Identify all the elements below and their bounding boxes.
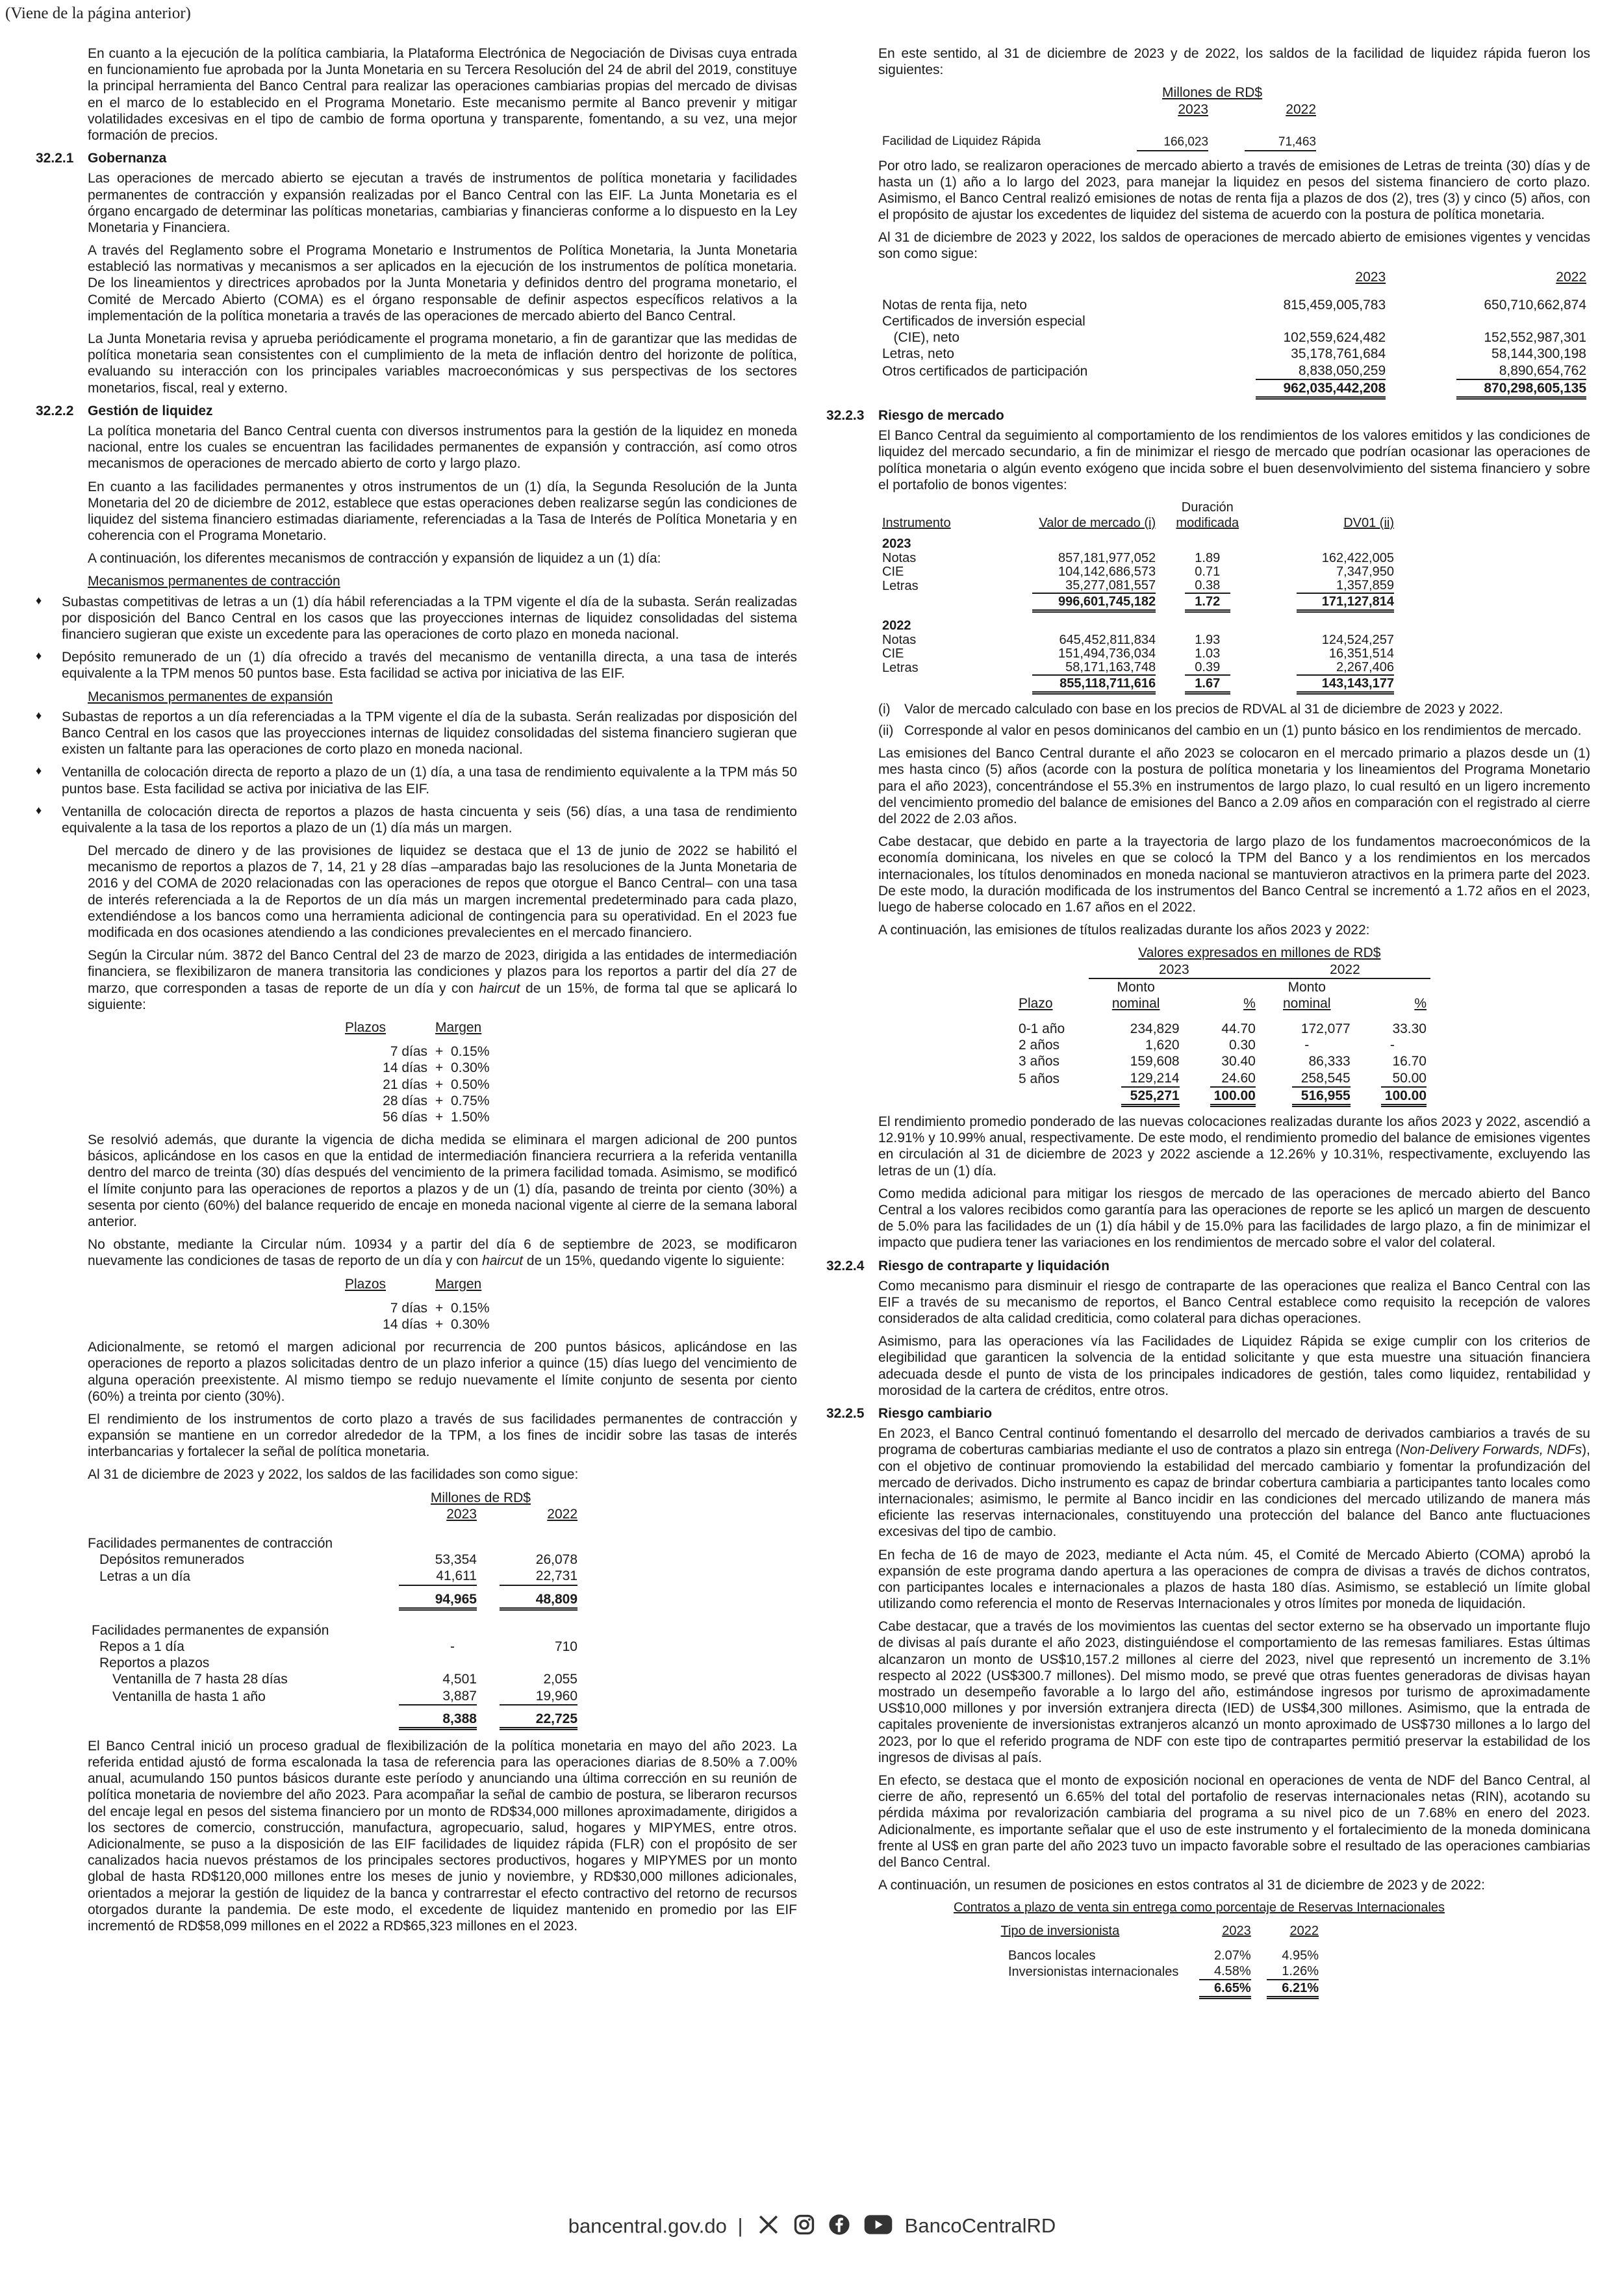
section-32-2-4-heading [826, 1258, 1590, 1274]
table-row: 56 días + 1.50% [383, 1109, 490, 1125]
table-row: Reportos a plazos [99, 1655, 210, 1671]
section-title: Riesgo cambiario [878, 1406, 993, 1422]
paragraph: En 2023, el Banco Central continuó fomentando el desarrollo del mercado de derivados cambiarios a través de su programa de coberturas cambiarias mediante el uso de contratos a plazo sin entrega (Non-Delivery Forwards, NDFs), con el objetivo de continuar promoviendo la estabilidad del mercado cambiario y fomentar la profundización del mercado de derivados. Dicho instrumento es capaz de brindar cobertura cambiaria a participantes tanto locales como internacionales; asimismo, le permite al Banco incidir en las condiciones del mercado utilizando de manera más eficiente las reservas internacionales, constituyendo una protección del balance del Banco ante fluctuaciones excesivas del tipo de cambio. [878, 1426, 1590, 1540]
paragraph: La Junta Monetaria revisa y aprueba periódicamente el programa monetario, a fin de garantizar que las medidas de política monetaria sean consistentes con el cumplimiento de la meta de inflación dentro del horizonte de política, evaluando su interacción con los principales variables macroeconómicas y sus perspectivas de los sectores monetarios, fiscal, real y externo. [88, 331, 797, 396]
right-column [826, 45, 1590, 1999]
left-column [36, 45, 797, 1941]
market-risk-table: Duración Instrumento Valor de mercado (i) modificada DV01 (ii) 2023 Notas 857,181,977,052 1.89 162,422,005 CIE 104,142,686,573 0.71 7,347,950 Letras 35,277,081,557 0.38 1,357,859 996,601,745,182 1.72 171,127,814 2022 Notas 645,452,811,834 1.93 124,524,257 CIE 151,494,736,034 1.03 16,351,514 Letras 58,171,163,748 0.39 2,267,406 855,118,711,616 1.67 143,143,177 [878, 500, 1398, 695]
table-total-row: 996,601,745,182 1.72 171,127,814 [878, 594, 1398, 613]
section-32-2-3-heading [826, 407, 1590, 424]
ndf-positions-table: Contratos a plazo de venta sin entrega como porcentaje de Reservas Internacionales Tipo de inversionista 2023 2022 Bancos locales 2.07% 4.95% Inversionistas internacionales 4.58% 1.26% 6.65% 6.21% [950, 1900, 1449, 1999]
table-row: Otros certificados de participación 8,838,050,259 8,890,654,762 [878, 363, 1590, 380]
facebook-icon[interactable] [828, 2214, 850, 2241]
table-row: Letras, neto 35,178,761,684 58,144,300,198 [882, 346, 1586, 362]
paragraph: La política monetaria del Banco Central cuenta con diversos instrumentos para la gestión de la liquidez en moneda nacional, entre los cuales se encuentran las facilidades permanentes de expansión y contracción, así como otros mecanismos de operaciones de mercado abierto de corto y largo plazo. [88, 423, 797, 472]
table-total-row: 6.65% 6.21% [950, 1980, 1449, 1999]
paragraph: Según la Circular núm. 3872 del Banco Central del 23 de marzo de 2023, dirigida a las entidades de intermediación financiera, se flexibilizaron de manera transitoria las condiciones y plazos para los reportos a partir del día 27 de marzo, que corresponden a tasas de reporte de un día y con haircut de un 15%, de forma tal que se aplicará lo siguiente: [88, 948, 798, 1012]
section-32-2-5-heading [826, 1405, 1590, 1422]
table-total-row: 855,118,711,616 1.67 143,143,177 [878, 676, 1398, 695]
section-title: Riesgo de mercado [878, 407, 1004, 423]
expansion-list [36, 709, 797, 836]
quick-liquidity-table: Millones de RD$ 2023 2022 Facilidad de Liquidez Rápida 166,023 71,463 [878, 84, 1320, 151]
paragraph: El Banco Central da seguimiento al comportamiento de los rendimientos de los valores emitidos y las condiciones de liquidez del mercado secundario, a fin de minimizar el riesgo de mercado que podrían ocasionar las operaciones de política monetaria o algún evento exógeno que incida sobre el buen desenvolvimiento del sistema financiero y sobre el portafolio de bonos vigentes: [878, 428, 1590, 492]
paragraph: No obstante, mediante la Circular núm. 10934 y a partir del día 6 de septiembre de 2023, se modificaron nuevamente las condiciones de tasas de reporto de un día y con haircut de un 15%, quedando vigente lo siguiente: [88, 1237, 797, 1269]
paragraph: El rendimiento promedio ponderado de las nuevas colocaciones realizadas durante los años 2023 y 2022, ascendió a 12.91% y 10.99% anual, respectivamente. De este modo, el rendimiento promedio del balance de emisiones vigentes en circulación al 31 de diciembre de 2023 y 2022 asciende a 12.26% y 10.31%, respectivamente, excluyendo las letras de un (1) día. [878, 1114, 1590, 1179]
paragraph: A continuación, un resumen de posiciones en estos contratos al 31 de diciembre de 2023 y de 2022: [878, 1878, 1485, 1893]
table-row: Repos a 1 día - 710 [99, 1639, 577, 1654]
footnote-ii: (ii) Corresponde al valor en pesos dominicanos del cambio en un (1) punto básico en los rendimientos de mercado. [878, 723, 1582, 739]
table-total-row: 525,271 100.00 516,955 100.00 [1015, 1088, 1430, 1107]
paragraph: A continuación, las emisiones de títulos realizadas durante los años 2023 y 2022: [878, 923, 1370, 938]
section-number: 32.2.1 [36, 151, 74, 166]
contraction-subheading: Mecanismos permanentes de contracción [88, 574, 340, 589]
table-row: Letras 35,277,081,557 0.38 1,357,859 [882, 578, 1394, 593]
footnote-i: (i) Valor de mercado calculado con base en los precios de RDVAL al 31 de diciembre de 2023 y 2022. [878, 701, 1503, 717]
social-handle[interactable]: BancoCentralRD [904, 2214, 1056, 2238]
paragraph: Del mercado de dinero y de las provisiones de liquidez se destaca que el 13 de junio de 2022 se habilitó el mecanismo de reportos a plazos de 7, 14, 21 y 28 días –amparadas bajo las resoluciones de la Junta Monetaria de 2016 y del COMA de 2020 relacionadas con las operaciones de repos que otorgue el Banco Central– con una tasa de interés referenciada a la de Reportos de un día más un margen incremental predeterminado para cada plazo, extendiéndose a los bancos como una herramienta adicional de contingencia para su operatividad. En el 2023 fue modificada en dos ocasiones atendiendo a las condiciones prevalecientes en el mercado financiero. [88, 843, 797, 940]
table-total-row: 94,965 48,809 [88, 1591, 581, 1611]
table-row: Notas 645,452,811,834 1.93 124,524,257 [882, 632, 1394, 647]
instagram-icon[interactable] [793, 2214, 815, 2241]
paragraph: Las operaciones de mercado abierto se ejecutan a través de instrumentos de política monetaria y facilidades permanentes de contracción y expansión realizadas por el Banco Central con las EIF. La Junta Monetaria es el órgano encargado de determinar las políticas monetarias, cambiarias y financieras conforme a lo dispuesto en la Ley Monetaria y Financiera. [88, 171, 797, 235]
website-link[interactable]: bancentral.gov.do [568, 2214, 727, 2238]
paragraph: A través del Reglamento sobre el Programa Monetario e Instrumentos de Política Monetaria, la Junta Monetaria estableció las normativas y mecanismos a ser aplicados en la ejecución de los instrumentos de política monetaria. De los lineamientos y directrices aprobados por la Junta Monetaria y definidos dentro del programa monetario, el Comité de Mercado Abierto (COMA) es el órgano responsable de definir aspectos específicos relativos a la implementación de la política monetaria a través de las operaciones de mercado abierto del Banco Central. [88, 243, 797, 324]
section-number: 32.2.5 [826, 1406, 865, 1422]
list-item: ♦ Ventanilla de colocación directa de reportos a plazos de hasta cincuenta y seis (56) días, a una tasa de rendimiento equivalente a la tasa de los reportos a plazo de un (1) día más un margen. [36, 804, 797, 836]
table-row: Letras 58,171,163,748 0.39 2,267,406 [882, 659, 1394, 675]
table-row: 7 días + 0.15% [390, 1044, 490, 1060]
paragraph: El rendimiento de los instrumentos de corto plazo a través de sus facilidades permanentes de contracción y expansión se mantiene en un corredor alrededor de la TPM, a los fines de incidir sobre las tasas de interés interbancarias y fortalecer la señal de política monetaria. [88, 1411, 797, 1460]
table-row: 3 años 159,608 30.40 86,333 16.70 [1019, 1054, 1427, 1069]
paragraph: Asimismo, para las operaciones vía las Facilidades de Liquidez Rápida se exige cumplir con los criterios de elegibilidad que garanticen la solvencia de la entidad solicitante y que esta muestre una situación financiera adecuada desde el punto de vista de los principales indicadores de gestión, tales como liquidez, rentabilidad y morosidad de la cartera de créditos, entre otros. [878, 1334, 1590, 1398]
expansion-subheading: Mecanismos permanentes de expansión [88, 689, 333, 704]
table-row: Inversionistas internacionales 4.58% 1.26% [1008, 1964, 1319, 1980]
table-row: Letras a un día 41,611 22,731 [88, 1568, 581, 1585]
open-market-balances-table: 2023 2022 Notas de renta fija, neto 815,459,005,783 650,710,662,874 Certificados de inversión especial (CIE), neto 102,559,624,482 152,552,987,301 Letras, neto 35,178,761,684 58,144,300,198 Otros certificados de participación 8,838,050,259 8,890,654,762 962,035,442,208 870,298,605,135 [878, 269, 1590, 400]
table-row: Bancos locales 2.07% 4.95% [1008, 1948, 1319, 1963]
paragraph: Como medida adicional para mitigar los riesgos de mercado de las operaciones de mercado abierto del Banco Central a los valores recibidos como garantía para las operaciones de reporte se les aplicó un margen de descuento de 5.0% para las facilidades de un (1) día hábil y de 15.0% para las facilidades de largo plazo, a fin de minimizar el impacto que pudiera tener las variaciones en los rendimientos de mercado sobre el valor del colateral. [878, 1186, 1590, 1251]
paragraph: Por otro lado, se realizaron operaciones de mercado abierto a través de emisiones de Letras de treinta (30) días y de hasta un (1) año a lo largo del 2023, para manejar la liquidez en pesos del sistema financiero de corto plazo. Asimismo, el Banco Central realizó emisiones de notas de renta fija a plazos de dos (2), tres (3) y cinco (5) años, con el propósito de ajustar los excedentes de liquidez del sistema de acuerdo con la postura de política monetaria. [878, 158, 1590, 223]
paragraph: En este sentido, al 31 de diciembre de 2023 y de 2022, los saldos de la facilidad de liquidez rápida fueron los siguientes: [878, 46, 1590, 78]
paragraph: Como mecanismo para disminuir el riesgo de contraparte de las operaciones que realiza el Banco Central con las EIF a través de su mecanismo de reportos, el Banco Central establece como requisito la recepción de valores considerados de alta calidad crediticia, como colateral para dichas operaciones. [878, 1278, 1590, 1327]
table-row: 2 años 1,620 0.30 - - [1019, 1038, 1395, 1053]
table-row: 28 días + 0.75% [383, 1093, 490, 1108]
paragraph: Cabe destacar, que a través de los movimientos las cuentas del sector externo se ha observado un importante flujo de divisas al país durante el año 2023, distinguiéndose el comportamiento de las remesas familiares. Estas últimas alcanzaron un monto de US$10,157.2 millones al cierre del 2023, nivel que representó un incremento de 3.1% respecto al 2022 (US$300.7 millones). Del mismo modo, se prevé que otras fuentes generadoras de divisas hayan mostrado un desempeño favorable a lo largo del año, estimándose ingresos por turismo de aproximadamente US$10,000 millones y por inversión extranjera directa (IED) de US$4,300 millones. Asimismo, que la entrada de capitales proveniente de inversionistas extranjeros alcanzó un monto aproximado de US$730 millones a lo largo del 2023, por lo que el referido programa de NDF con este tipo de contrapartes permitió preservar la estabilidad de los ingresos de divisas al país. [878, 1619, 1590, 1765]
table-row: Ventanilla de 7 hasta 28 días 4,501 2,055 [112, 1672, 577, 1687]
margin-table-september: Plazos Margen 7 días + 0.15% 14 días + 0.30% [341, 1276, 494, 1333]
table-row: (CIE), neto 102,559,624,482 152,552,987,301 [882, 330, 1586, 346]
paragraph: En cuanto a las facilidades permanentes y otros instrumentos de un (1) día, la Segunda Resolución de la Junta Monetaria del 20 de diciembre de 2012, establece que estas operaciones deben realizarse según las condiciones de liquidez del sistema financiero estimadas diariamente, referenciadas a la Tasa de Interés de Política Monetaria y en coherencia con el Programa Monetario. [88, 479, 797, 544]
table-row: 5 años 129,214 24.60 258,545 50.00 [1015, 1070, 1430, 1088]
paragraph: Al 31 de diciembre de 2023 y 2022, los saldos de las facilidades son como sigue: [88, 1467, 579, 1483]
paragraph: A continuación, los diferentes mecanismos de contracción y expansión de liquidez a un (1) día: [88, 551, 661, 567]
page-header-continued: (Viene de la página anterior) [5, 5, 191, 22]
table-row: Notas 857,181,977,052 1.89 162,422,005 [882, 550, 1394, 565]
contraction-list [36, 594, 797, 682]
table-row: 7 días + 0.15% [390, 1300, 490, 1316]
facilities-balance-table: Millones de RD$ 2023 2022 Facilidades permanentes de contracción Depósitos remunerados 53,354 26,078 Letras a un día 41,611 22,731 94,965 48,809 Facilidades permanentes de expansión Repos a 1 día - 710 Reportos a plazos Ventanilla de 7 hasta 28 días 4,501 2,055 Ventanilla de hasta 1 año 3,887 19,960 8,388 22,725 [88, 1490, 581, 1730]
section-number: 32.2.4 [826, 1258, 865, 1273]
youtube-icon[interactable] [864, 2214, 893, 2241]
table-row: 21 días + 0.50% [383, 1077, 490, 1092]
table-row: Ventanilla de hasta 1 año 3,887 19,960 [88, 1688, 581, 1706]
section-title: Gestión de liquidez [88, 403, 213, 418]
paragraph: En fecha de 16 de mayo de 2023, mediante el Acta núm. 45, el Comité de Mercado Abierto (COMA) aprobó la expansión de este programa dando apertura a las operaciones de compra de divisas a través de dichos contratos, con participantes locales e internacionales a plazos de hasta 180 días. Asimismo, se estableció un límite global utilizando como referencia el monto de Reservas Internacionales y otros límites por moneda de liquidación. [878, 1547, 1590, 1612]
list-item: ♦ Subastas competitivas de letras a un (1) día hábil referenciadas a la TPM vigente el día de la subasta. Serán realizadas por disposición del Banco Central en los casos que las proyecciones internas de liquidez consolidadas del sistema financiero sugieran que existe un excedente para las operaciones de corto plazo en moneda nacional. [36, 594, 797, 643]
list-item: ♦ Subastas de reportos a un día referenciadas a la TPM vigente el día de la subasta. Serán realizadas por disposición del Banco Central en los casos que las proyecciones internas de liquidez consolidadas del sistema financiero sugieran que existen un faltante para las operaciones de corto plazo en moneda nacional. [36, 709, 797, 758]
section-title: Gobernanza [88, 151, 167, 166]
section-title: Riesgo de contraparte y liquidación [878, 1258, 1110, 1273]
section-32-2-1-heading [36, 150, 797, 166]
paragraph: Las emisiones del Banco Central durante el año 2023 se colocaron en el mercado primario a plazos desde un (1) mes hasta cinco (5) años (acorde con la postura de política monetaria y los lineamientos del Programa Monetario para el año 2023), concentrándose el 55.3% en instrumentos de largo plazo, lo cual resultó en un ligero incremento del vencimiento promedio del balance de emisiones del Banco a 2.09 años en comparación con el registrado al cierre del 2022 de 2.03 años. [878, 746, 1590, 827]
table-row: Depósitos remunerados 53,354 26,078 [99, 1552, 577, 1568]
table-row: 14 días + 0.30% [383, 1316, 490, 1332]
table-row: 14 días + 0.30% [383, 1060, 490, 1076]
table-row: CIE 104,142,686,573 0.71 7,347,950 [882, 564, 1394, 579]
list-item: ♦ Ventanilla de colocación directa de reporto a plazo de un (1) día, a una tasa de rendimiento equivalente a la TPM más 50 puntos base. Esta facilidad se activa por iniciativa de las EIF. [36, 764, 797, 797]
paragraph: El Banco Central inició un proceso gradual de flexibilización de la política monetaria en mayo del año 2023. La referida entidad ajustó de forma escalonada la tasa de referencia para las operaciones diarias de 8.50% a 7.00% anual, acumulando 150 puntos básicos durante este período y anunciando una última corrección en su reunión de política monetaria de noviembre del año 2023. Para acompañar la señal de cambio de postura, se liberaron recursos del encaje legal en pesos del sistema financiero por un monto de RD$34,000 millones aproximadamente, dirigidos a los sectores de comercio, construcción, manufactura, agropecuario, salud, hogares y MIPYMES, entre otros. Adicionalmente, se puso a la disposición de las EIF facilidades de liquidez rápida (FLR) con el propósito de ser canalizados hacia nuevos préstamos de los principales sectores productivos, hogares y MIPYMES por un monto global de hasta RD$120,000 millones entre los meses de junio y noviembre, y RD$30,000 millones adicionales, orientados a mejorar la gestión de liquidez de la banca y contrarrestar el efecto contractivo del retorno de recursos otorgados durante la pandemia. De este modo, el excedente de liquidez mantenido en promedio por las EIF incrementó de RD$58,099 millones en el 2022 a RD$65,323 millones en el 2023. [88, 1738, 797, 1934]
x-icon[interactable] [757, 2214, 780, 2241]
table-row: Notas de renta fija, neto 815,459,005,783 650,710,662,874 [882, 297, 1586, 313]
table-row: 0-1 año 234,829 44.70 172,077 33.30 [1019, 1021, 1427, 1037]
section-number: 32.2.3 [826, 407, 865, 423]
intro-paragraph: En cuanto a la ejecución de la política cambiaria, la Plataforma Electrónica de Negociación de Divisas cuya entrada en funcionamiento fue aprobada por la Junta Monetaria en su Tercera Resolución del 24 de abril del 2019, constituye la principal herramienta del Banco Central para realizar las operaciones cambiarias propias del mercado de divisas en el marco de lo establecido en el Programa Monetario. Este mecanismo permite al Banco prevenir y mitigar volatilidades excesivas en el tipo de cambio de forma oportuna y transparente, fomentando, a su vez, una mejor formación de precios. [88, 46, 797, 143]
table-row: Facilidad de Liquidez Rápida 166,023 71,463 [878, 133, 1320, 151]
table-total-row: 962,035,442,208 870,298,605,135 [878, 380, 1590, 400]
list-item: ♦ Depósito remunerado de un (1) día ofrecido a través del mecanismo de ventanilla directa, a una tasa de interés equivalente a la TPM menos 50 puntos base. Esta facilidad se activa por iniciativa de las EIF. [36, 649, 797, 682]
section-number: 32.2.2 [36, 403, 74, 418]
section-32-2-2-heading [36, 403, 797, 419]
paragraph: En efecto, se destaca que el monto de exposición nocional en operaciones de venta de NDF del Banco Central, al cierre de año, representó un 6.65% del total del portafolio de reservas internacionales netas (RIN), acotando su pérdida máxima por revalorización cambiaria del programa a su nivel pico de un 7.68% en enero del 2023. Adicionalmente, es importante señalar que el uso de este instrumento y el fortalecimiento de la moneda dominicana frente al US$ en gran parte del año 2023 tuvo un impacto favorable sobre el resultado de las operaciones cambiarias del Banco Central. [878, 1772, 1590, 1870]
table-total-row: 8,388 22,725 [88, 1711, 581, 1730]
paragraph: Al 31 de diciembre de 2023 y 2022, los saldos de operaciones de mercado abierto de emisiones vigentes y vencidas son como sigue: [878, 230, 1590, 262]
issuances-table: Valores expresados en millones de RD$ 2023 2022 Monto Monto Plazo nominal % nominal % 0-1 año 234,829 44.70 172,077 33.30 2 años 1,620 0.30 - - 3 años 159,608 30.40 86,333 16.70 5 años 129,214 24.60 258,545 50.00 525,271 100.00 516,955 100.00 [1015, 945, 1430, 1107]
paragraph: Adicionalmente, se retomó el margen adicional por recurrencia de 200 puntos básicos, aplicándose en las operaciones de reporto a plazos solicitadas dentro de un plazo inferior a quince (15) días luego del vencimiento de alguna operación preexistente. Al mismo tiempo se redujo nuevamente el límite conjunto de sesenta por ciento (60%) a treinta por ciento (30%). [88, 1340, 797, 1404]
paragraph: Se resolvió además, que durante la vigencia de dicha medida se eliminara el margen adicional de 200 puntos básicos, aplicándose en los casos en que la entidad de intermediación financiera recurriera a la referida ventanilla dentro del marco de treinta (30) días después del vencimiento de la primera facilidad tomada. Asimismo, se modificó el límite conjunto para las operaciones de reportos a plazos y de un (1) día, pasando de treinta por ciento (30%) a sesenta por ciento (60%) del balance requerido de encaje en moneda nacional vigente al cierre de la semana laboral anterior. [88, 1132, 797, 1229]
table-row: Certificados de inversión especial [882, 314, 1085, 329]
table-row: CIE 151,494,736,034 1.03 16,351,514 [882, 646, 1394, 661]
paragraph: Cabe destacar, que debido en parte a la trayectoria de largo plazo de los fundamentos macroeconómicos de la economía dominicana, los niveles en que se colocó la TPM del Banco y a los rendimientos en los mercados internacionales, los títulos denominados en moneda nacional se mantuvieron atractivos en la primera parte del 2023. De este modo, la duración modificada de los instrumentos del Banco Central se incrementó a 1.72 años en el 2023, luego de haberse colocado en 1.67 años en el 2022. [878, 834, 1590, 915]
margin-table-march: Plazos Margen 7 días + 0.15% 14 días + 0.30% 21 días + 0.50% 28 días + 0.75% 56 días + 1.50% [341, 1019, 494, 1125]
footer-separator: | [737, 2214, 743, 2238]
footer [0, 2214, 1624, 2241]
